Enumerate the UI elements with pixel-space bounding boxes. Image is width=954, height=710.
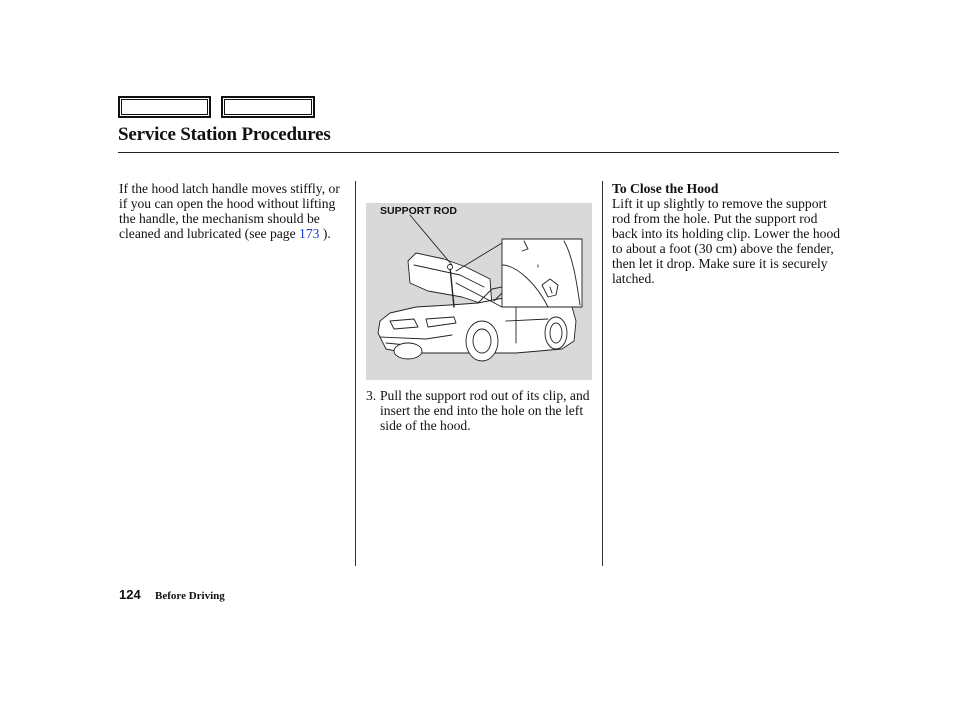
page-number: 124 (119, 587, 141, 602)
page-link[interactable]: 173 (299, 226, 320, 241)
step-3 (366, 388, 596, 433)
car-hood-illustration (366, 203, 592, 380)
section-name: Before Driving (155, 590, 225, 602)
nav-box-1[interactable] (118, 96, 211, 118)
step-number: 3. (366, 388, 377, 403)
column-divider-2 (602, 181, 603, 566)
hood-latch-paragraph (119, 181, 351, 241)
page-title: Service Station Procedures (118, 124, 331, 145)
nav-box-2[interactable] (221, 96, 315, 118)
step-text: Pull the support rod out of its clip, and insert the end into the hole on the left side of the hood. (380, 388, 590, 433)
close-hood-heading: To Close the Hood (612, 181, 719, 196)
support-rod-figure (366, 203, 592, 380)
close-hood-paragraph: Lift it up slightly to remove the support rod from the hole. Put the support rod back into its holding clip. Lower the hood to about a foot (30 cm) above the fender, then let it drop. Make sure it is securely latched. (612, 196, 841, 286)
paragraph-text-end: ). (319, 226, 331, 241)
title-rule (118, 152, 839, 153)
figure-label: SUPPORT ROD (380, 205, 458, 217)
column-divider-1 (355, 181, 356, 566)
paragraph-text: If the hood latch handle moves stiffly, or if you can open the hood without lifting the handle, the mechanism should be cleaned and lubricated (see page (119, 181, 340, 241)
